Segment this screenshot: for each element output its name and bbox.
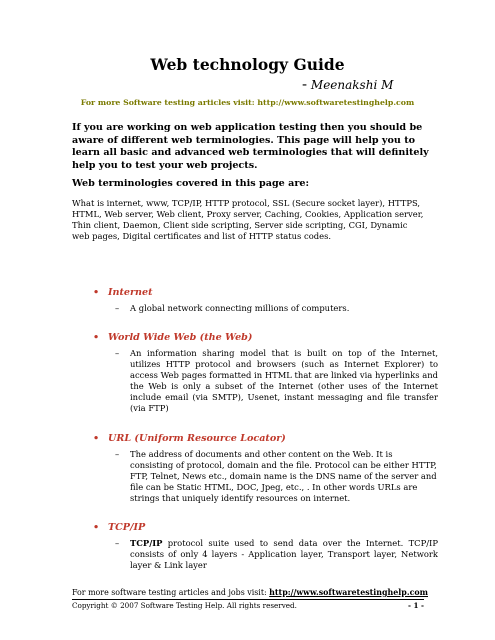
section-title-text: TCP/IP: [108, 522, 146, 533]
section-body-text: protocol suite used to send data over the Internet. TCP/IP consists of only 4 layers - Application layer, Transport layer, Network layer & Link layer: [130, 538, 438, 570]
footer-copyright: Copyright © 2007 Software Testing Help. All rights reserved.: [72, 601, 297, 610]
section-body: [93, 449, 438, 504]
dash-icon: –: [115, 303, 120, 313]
section-title: [93, 522, 438, 533]
bullet-icon: •: [93, 287, 100, 298]
section-title: [93, 433, 438, 444]
author-name: Meenakshi M: [310, 78, 394, 92]
section-body-text: The address of documents and other content on the Web. It is consisting of protocol, domain and the file. Protocol can be either HTTP, FTP, Telnet, News etc., domain name is the DNS name of the server and file can be Static HTML, DOC, Jpeg, etc., . In other words URLs are strings that uniquely identify resources on internet.: [130, 449, 437, 503]
section-body-bold: TCP/IP: [130, 538, 163, 548]
section-tcpip: [93, 522, 438, 571]
footer-promo: [72, 588, 428, 597]
footer-prefix: For more software testing articles and jobs visit:: [72, 588, 270, 597]
footer-divider: [72, 599, 424, 600]
covered-paragraph: What is internet, www, TCP/IP, HTTP protocol, SSL (Secure socket layer), HTTPS, HTML, Web server, Web client, Proxy server, Caching, Cookies, Application server, Thin client, Daemon, Client side scripting, Server side scripting, CGI, Dynamic web pages, Digital certificates and list of HTTP status codes.: [72, 198, 424, 241]
promo-line[interactable]: For more Software testing articles visit: http://www.softwaretestinghelp.com: [80, 98, 415, 107]
section-www: [93, 332, 438, 414]
author-dash: -: [302, 75, 308, 93]
section-internet: [93, 287, 438, 314]
dash-icon: –: [115, 348, 120, 358]
section-title-text: World Wide Web (the Web): [108, 332, 253, 343]
page-number: - 1 -: [408, 601, 424, 610]
section-title-text: URL (Uniform Resource Locator): [108, 433, 286, 444]
footer-link[interactable]: http://www.softwaretestinghelp.com: [269, 588, 428, 597]
section-body: [93, 538, 438, 571]
bullet-icon: •: [93, 433, 100, 444]
document-title: Web technology Guide: [150, 55, 345, 74]
section-body: [93, 303, 438, 314]
intro-paragraph: If you are working on web application testing then you should be aware of different web terminologies. This page will help you to learn all basic and advanced web terminologies that will definitely help you to test your web projects.: [72, 122, 429, 171]
dash-icon: –: [115, 449, 120, 459]
section-url: [93, 433, 438, 504]
bullet-icon: •: [93, 522, 100, 533]
section-body: [93, 348, 438, 414]
bullet-icon: •: [93, 332, 100, 343]
author-line: [302, 75, 393, 93]
section-body-text: A global network connecting millions of computers.: [130, 303, 350, 313]
section-body-text: An information sharing model that is built on top of the Internet, utilizes HTTP protocol and browsers (such as Internet Explorer) to access Web pages formatted in HTML that are linked via hyperlinks and the Web is only a subset of the Internet (other uses of the Internet include email (via SMTP), Usenet, instant messaging and file transfer (via FTP): [130, 348, 438, 413]
dash-icon: –: [115, 538, 120, 548]
section-title: [93, 332, 438, 343]
section-title: [93, 287, 438, 298]
section-title-text: Internet: [108, 287, 153, 298]
covered-heading: Web terminologies covered in this page are:: [72, 178, 310, 189]
